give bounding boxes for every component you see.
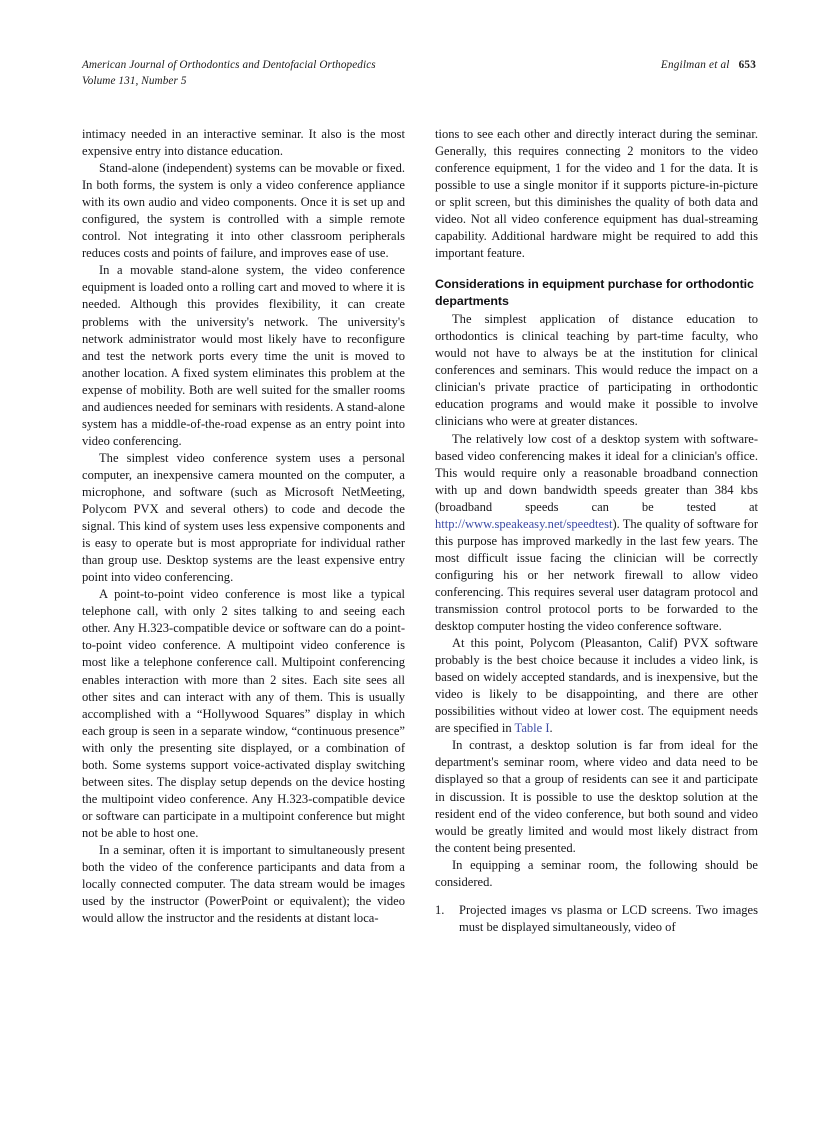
paragraph-low-cost-desktop xyxy=(435,431,758,636)
running-head-left xyxy=(82,58,376,89)
paragraph-low-cost-desktop-text-after: ). The quality of software for this purpose has improved markedly in the last few years. The most difficult issue facing the clinician will be correctly configuring his or her network firewall to allow video conferencing. This requires several user datagram protocol and transmission control protocol ports to be forwarded to the desktop computer hosting the video conference software. xyxy=(435,516,758,634)
paragraph-intimacy: intimacy needed in an interactive seminar. It also is the most expensive entry into distance education. xyxy=(82,127,405,159)
paragraph-simplest-application: The simplest application of distance education to orthodontics is clinical teaching by part-time faculty, who would not have to always be at the institution for clinical conferences and seminars. This would reduce the impact on a clinician's private practice of participating in orthodontic education programs and would make it possible to involve clinicians who were at greater distances. xyxy=(435,312,758,429)
paragraph-equipping-seminar-room: In equipping a seminar room, the following should be considered. xyxy=(435,857,758,889)
right-column xyxy=(435,126,758,1076)
paragraph-monitors-continuation: tions to see each other and directly interact during the seminar. Generally, this requires connecting 2 monitors to the video conference equipment, 1 for the video and 1 for the data. It is possible to use a single monitor if it supports picture-in-picture or split screen, but this diminishes the quality of both data and video. Not all video conference equipment has dual-streaming capability. Additional hardware might be required to add this important feature. xyxy=(435,127,758,261)
list-spacer xyxy=(435,891,758,902)
running-head-right xyxy=(661,58,756,74)
page-number: 653 xyxy=(738,59,756,71)
paragraph-seminar-simultaneous: In a seminar, often it is important to simultaneously present both the video of the conference participants and data from a locally connected computer. The data stream would be images used by the instructor (PowerPoint or equivalent); the video would allow the instructor and the residents at distant loca- xyxy=(82,842,405,926)
paragraph-stand-alone-systems: Stand-alone (independent) systems can be movable or fixed. In both forms, the system is only a video conference appliance with its own audio and video components. Once it is set up and configured, the system is controlled with a simple remote control. Not integrating it into other classroom peripherals reduces costs and points of failure, and improves ease of use. xyxy=(82,161,405,261)
volume-issue: Volume 131, Number 5 xyxy=(82,74,187,87)
running-head xyxy=(82,58,756,89)
paragraph-low-cost-desktop-text-before: The relatively low cost of a desktop system with software-based video conferencing makes it ideal for a clinician's office. This would require only a reasonable broadband connection with up and down bandwidth speeds greater than 384 kbs (broadband speeds can be tested at xyxy=(435,431,758,514)
list-item-text: Projected images vs plasma or LCD screens. Two images must be displayed simultaneously, video of xyxy=(459,902,758,934)
paragraph-point-to-point: A point-to-point video conference is most like a typical telephone call, with only 2 sites talking to and seeing each other. Any H.323-compatible device or software can do a point-to-point video conference. A multipoint video conference is most like a telephone conference call. Multipoint conferencing enables interaction with more than 2 sites. Each site sees all other sites and can interact with any of them. This is usually accomplished with a “Hollywood Squares” display in which each group is seen in a separate window, “continuous presence” with only the presenting site displayed, or a combination of both. Some systems support voice-activated display switching between sites. The display setup depends on the device hosting the multipoint video conference. Any H.323-compatible device or software can participate in a multipoint conference but might not be able to host one. xyxy=(82,587,405,840)
table-i-reference-link[interactable]: Table I xyxy=(514,721,550,736)
journal-title: American Journal of Orthodontics and Dentofacial Orthopedics xyxy=(82,59,376,71)
body-columns xyxy=(82,126,758,1076)
numbered-list-considerations xyxy=(435,902,758,936)
authors-citation: Engilman et al xyxy=(660,59,730,71)
list-item-marker: 1. xyxy=(435,902,445,917)
paragraph-in-contrast-desktop: In contrast, a desktop solution is far from ideal for the department's seminar room, where video and data need to be displayed so that a group of residents can see it and participate in discussion. It is possible to use the desktop solution at the resident end of the video conference, but both sound and video would be greatly limited and would most likely distract from the content being presented. xyxy=(435,738,758,855)
section-heading-equipment-purchase: Considerations in equipment purchase for orthodontic departments xyxy=(435,277,754,308)
left-column xyxy=(82,126,405,1076)
list-item-projected-images xyxy=(435,902,758,936)
paragraph-polycom-text-after: . xyxy=(549,721,553,736)
speedtest-url-link[interactable]: http://www.speakeasy.net/speedtest xyxy=(435,516,613,531)
paragraph-movable-stand-alone: In a movable stand-alone system, the video conference equipment is loaded onto a rolling cart and moved to where it is needed. Although this provides flexibility, it can create problems with the university's network. The university's network administrator would most likely have to reconfigure and test the network ports every time the unit is moved to another location. A fixed system eliminates this problem at the expense of mobility. Both are well suited for the smaller rooms and audiences needed for seminars with residents. A stand-alone system has a middle-of-the-road expense as an entry point into video conferencing. xyxy=(82,263,405,448)
paragraph-polycom-text-before: At this point, Polycom (Pleasanton, Calif) PVX software probably is the best choice because it includes a video link, is based on widely accepted standards, and is inexpensive, but the video is likely to be disappointing, and there are other possibilities without video at lower cost. The equipment needs are specified in xyxy=(435,636,758,736)
paragraph-simplest-system: The simplest video conference system uses a personal computer, an inexpensive camera mounted on the computer, a microphone, and software (such as Microsoft NetMeeting, Polycom PVX and several others) to code and decode the signal. This kind of system uses less expensive components and is easy to operate but is most appropriate for individual rather than group use. Desktop systems are the least expensive entry point into video conferencing. xyxy=(82,450,405,585)
paragraph-polycom-pvx xyxy=(435,635,758,737)
